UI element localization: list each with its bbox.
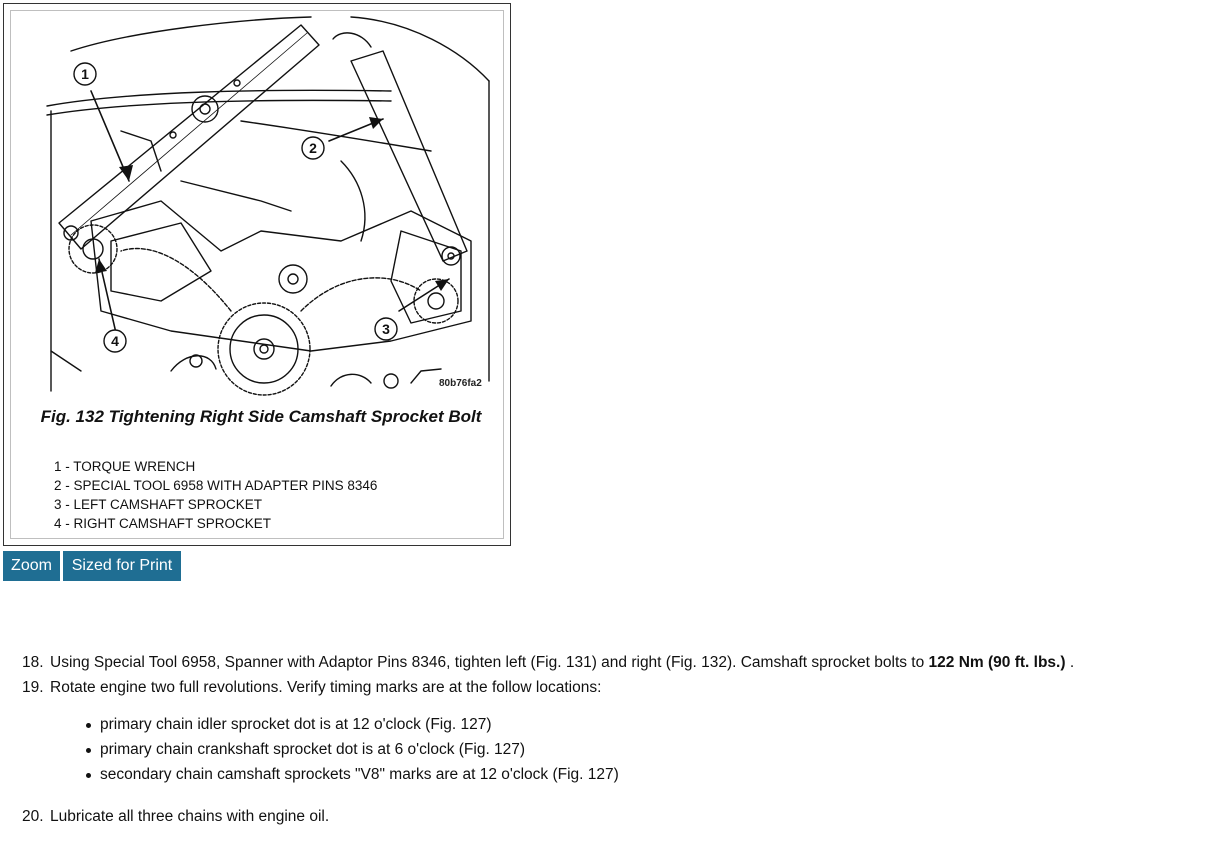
list-item: primary chain crankshaft sprocket dot is at 6 o'clock (Fig. 127): [22, 740, 1074, 765]
step-text: Using Special Tool 6958, Spanner with Adaptor Pins 8346, tighten left (Fig. 131) and right (Fig. 132). Camshaft sprocket bolts to: [50, 654, 929, 671]
callout-3: 3: [382, 321, 390, 337]
figure-caption: Fig. 132 Tightening Right Side Camshaft Sprocket Bolt: [40, 407, 482, 426]
procedure-steps: [22, 653, 1074, 832]
zoom-button[interactable]: Zoom: [3, 551, 60, 581]
legend-item: 4 - RIGHT CAMSHAFT SPROCKET: [54, 516, 272, 531]
callout-1: 1: [81, 66, 89, 82]
callout-4: 4: [111, 333, 119, 349]
figure-code: 80b76fa2: [439, 378, 482, 389]
legend-item: 2 - SPECIAL TOOL 6958 WITH ADAPTER PINS 8346: [54, 478, 378, 493]
timing-marks-list: [22, 715, 1074, 790]
sized-for-print-button[interactable]: Sized for Print: [63, 551, 181, 581]
figure-legend: [54, 457, 377, 533]
engine-illustration: [11, 11, 503, 401]
torque-spec: 122 Nm (90 ft. lbs.): [928, 654, 1066, 671]
figure-frame: [3, 3, 511, 546]
figure-panel: [10, 10, 504, 539]
callout-2: 2: [309, 140, 317, 156]
step-18: [22, 653, 1074, 678]
list-item: primary chain idler sprocket dot is at 12 o'clock (Fig. 127): [22, 715, 1074, 740]
step-text: Rotate engine two full revolutions. Verify timing marks are at the follow locations:: [50, 679, 602, 696]
step-number: 19.: [22, 679, 44, 696]
step-20: [22, 807, 1074, 832]
step-text: Lubricate all three chains with engine oil.: [50, 808, 330, 825]
legend-item: 3 - LEFT CAMSHAFT SPROCKET: [54, 497, 263, 512]
step-19: [22, 678, 1074, 703]
step-number: 20.: [22, 808, 44, 825]
step-number: 18.: [22, 654, 44, 671]
step-text-end: .: [1065, 654, 1075, 671]
legend-item: 1 - TORQUE WRENCH: [54, 459, 196, 474]
list-item: secondary chain camshaft sprockets "V8" marks are at 12 o'clock (Fig. 127): [22, 765, 1074, 790]
